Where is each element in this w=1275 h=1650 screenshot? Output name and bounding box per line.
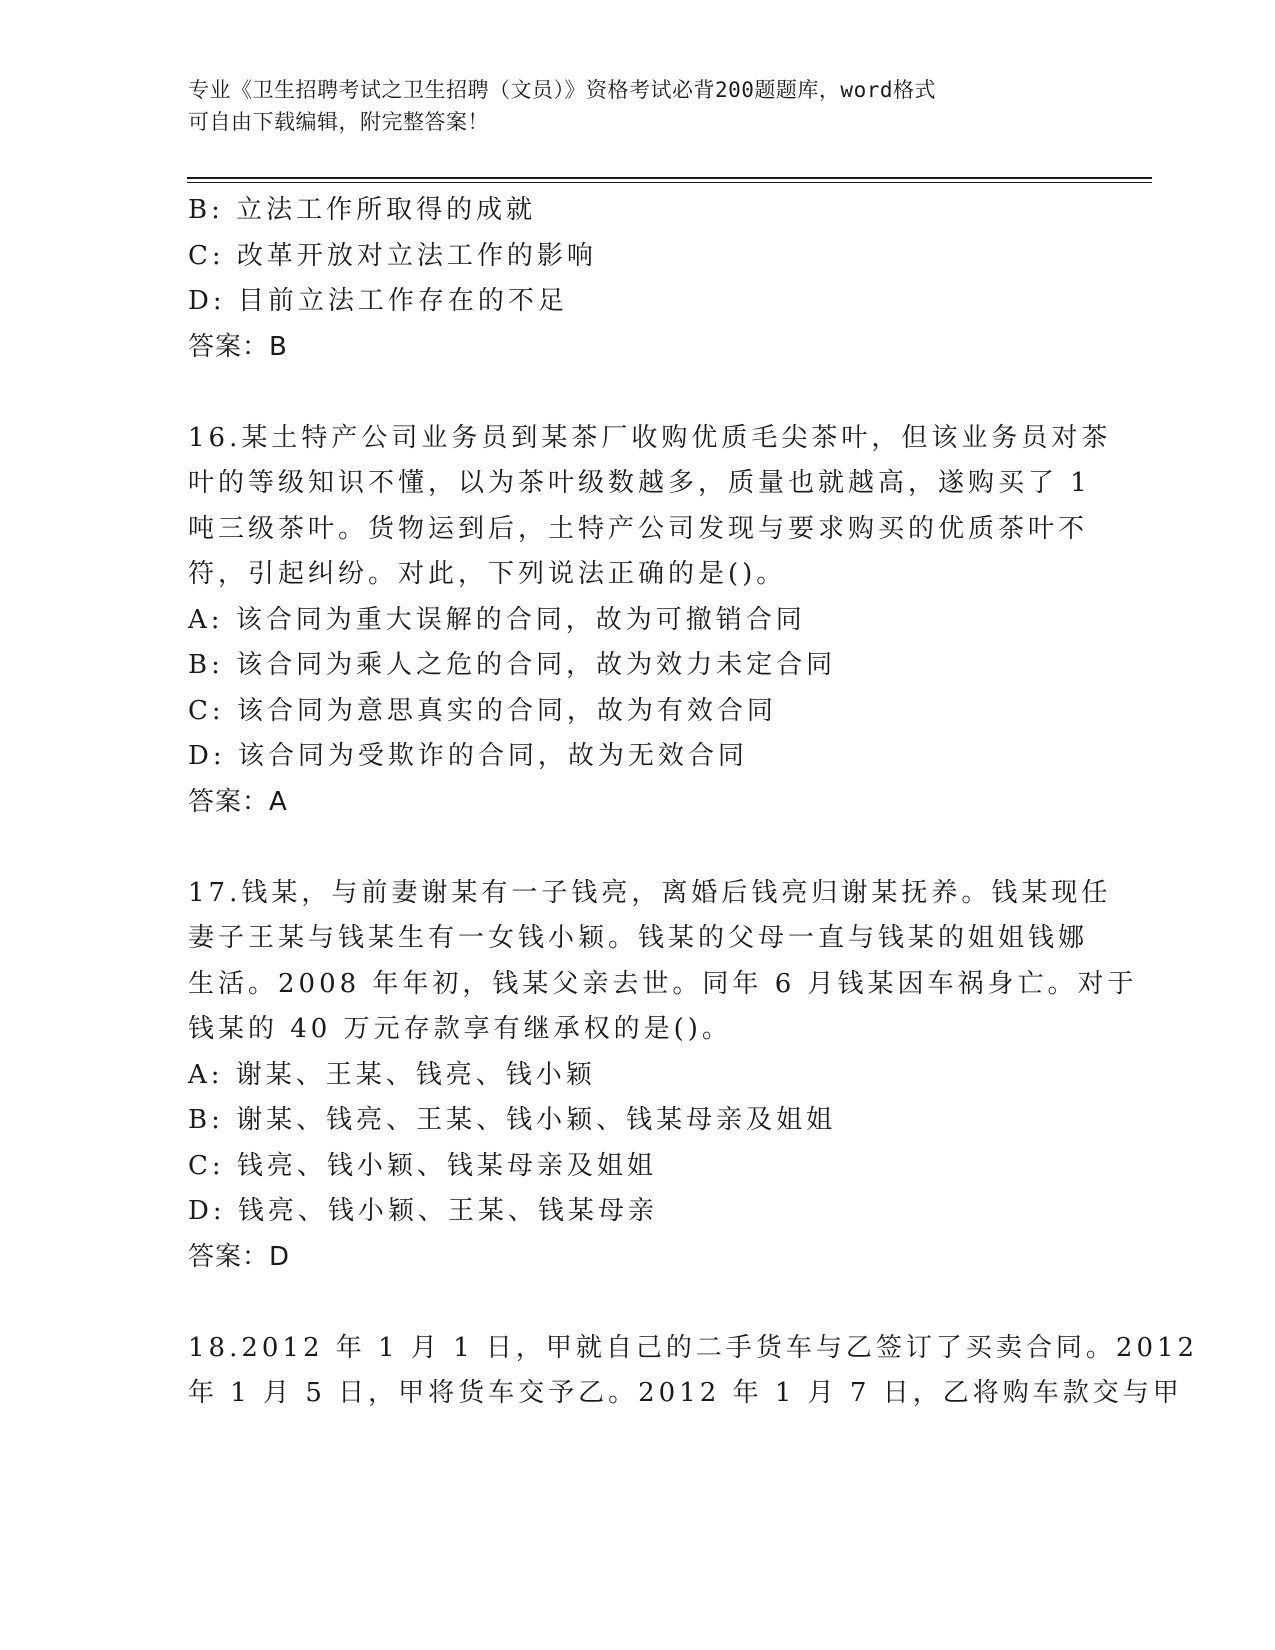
answer: 答案：B <box>188 331 288 362</box>
question-15 <box>188 188 1088 370</box>
option-d: D: 该合同为受欺诈的合同，故为无效合同 <box>188 741 748 771</box>
header-line-2: 可自由下载编辑，附完整答案！ <box>188 110 489 134</box>
question-16 <box>188 416 1112 826</box>
page-header <box>188 74 1068 138</box>
option-b: B: 立法工作所取得的成就 <box>188 195 537 225</box>
spacer <box>188 370 1088 416</box>
header-divider-thick <box>187 177 1152 179</box>
option-a: A: 谢某、王某、钱亮、钱小颖 <box>188 1059 596 1090</box>
option-d: D: 目前立法工作存在的不足 <box>188 286 568 316</box>
option-b: B: 该合同为乘人之危的合同，故为效力未定合同 <box>188 650 837 680</box>
question-text-line: 生活。2008 年年初，钱某父亲去世。同年 6 月钱某因车祸身亡。对于 <box>188 968 1138 999</box>
question-text-line: 16.某土特产公司业务员到某茶厂收购优质毛尖茶叶，但该业务员对茶 <box>188 422 1112 453</box>
header-divider-thin <box>187 182 1152 183</box>
question-content <box>188 188 1199 1417</box>
question-text-line: 吨三级茶叶。货物运到后，土特产公司发现与要求购买的优质茶叶不 <box>188 513 1089 544</box>
question-text-line: 18.2012 年 1 月 1 日，甲就自己的二手货车与乙签订了买卖合同。2012 <box>188 1332 1199 1363</box>
question-18 <box>188 1326 1199 1417</box>
question-text-line: 17.钱某，与前妻谢某有一子钱亮，离婚后钱亮归谢某抚养。钱某现任 <box>188 877 1112 908</box>
question-text-line: 符，引起纠纷。对此，下列说法正确的是()。 <box>188 559 787 589</box>
question-17 <box>188 871 1138 1281</box>
question-text-line: 妻子王某与钱某生有一女钱小颖。钱某的父母一直与钱某的姐姐钱娜 <box>188 923 1089 953</box>
question-text-line: 钱某的 40 万元存款享有继承权的是()。 <box>188 1014 732 1044</box>
option-d: D: 钱亮、钱小颖、王某、钱某母亲 <box>188 1196 658 1226</box>
header-line-1: 专业《卫生招聘考试之卫生招聘（文员）》资格考试必背200题题库，word格式 <box>188 78 936 102</box>
option-b: B: 谢某、钱亮、王某、钱小颖、钱某母亲及姐姐 <box>188 1105 837 1135</box>
answer: 答案：A <box>188 786 288 817</box>
spacer <box>188 1280 1088 1326</box>
answer: 答案：D <box>188 1241 291 1272</box>
option-a: A: 该合同为重大误解的合同，故为可撤销合同 <box>188 604 806 635</box>
question-text-line: 年 1 月 5 日，甲将货车交予乙。2012 年 1 月 7 日，乙将购车款交与甲 <box>188 1378 1183 1408</box>
question-text-line: 叶的等级知识不懂，以为茶叶级数越多，质量也就越高，遂购买了 1 <box>188 468 1091 498</box>
option-c: C: 改革开放对立法工作的影响 <box>188 240 597 271</box>
option-c: C: 该合同为意思真实的合同，故为有效合同 <box>188 695 777 726</box>
option-c: C: 钱亮、钱小颖、钱某母亲及姐姐 <box>188 1150 657 1181</box>
spacer <box>188 825 1088 871</box>
